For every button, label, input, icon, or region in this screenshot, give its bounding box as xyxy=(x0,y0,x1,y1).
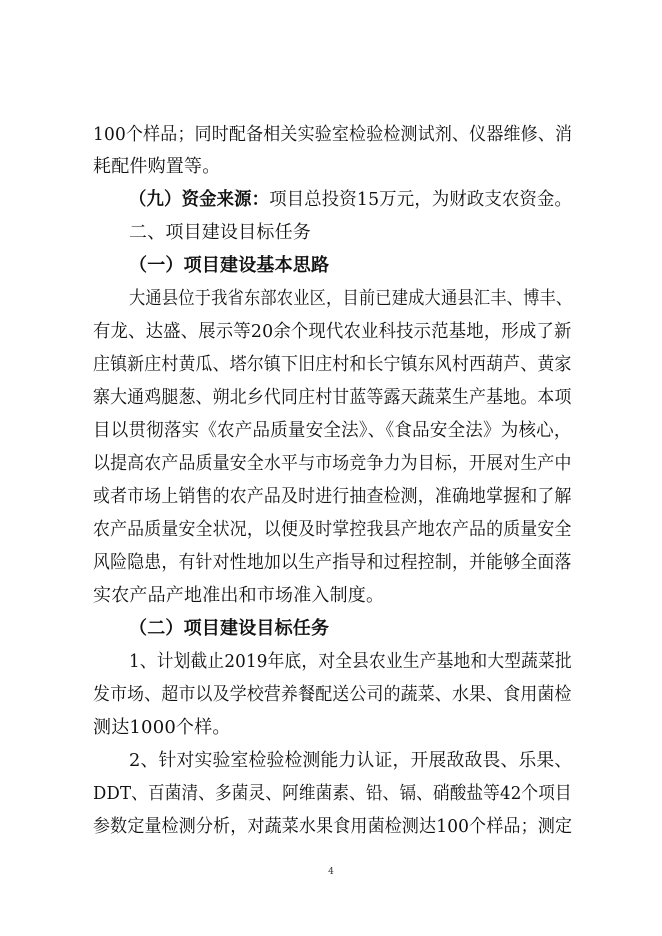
sub1-line-4: 寨大通鸡腿葱、朔北乡代同庄村甘蓝等露天蔬菜生产基地。本项 xyxy=(93,387,572,408)
sub1-line-1: 大通县位于我省东部农业区，目前已建成大通县汇丰、博丰、 xyxy=(129,288,573,309)
intro-line-2: 耗配件购置等。 xyxy=(93,156,221,177)
intro-line-1: 100个样品；同时配备相关实验室检验检测试剂、仪器维修、消 xyxy=(93,124,573,145)
item2-line-2: DDT、百菌清、多菌灵、阿维菌素、铅、镉、硝酸盐等42个项目 xyxy=(93,783,572,804)
item2-line-1: 2、针对实验室检验检测能力认证，开展敌敌畏、乐果、 xyxy=(129,750,573,771)
subsection-1-title: （一）项目建设基本思路 xyxy=(129,255,330,276)
sub1-line-9: 风险隐患，有针对性地加以生产指导和过程控制，并能够全面落 xyxy=(93,552,572,573)
item1-line-2: 发市场、超市以及学校营养餐配送公司的蔬菜、水果、食用菌检 xyxy=(93,684,572,705)
sub1-line-3: 庄镇新庄村黄瓜、塔尔镇下旧庄村和长宁镇东风村西葫芦、黄家 xyxy=(93,354,572,375)
sub1-line-6: 以提高农产品质量安全水平与市场竞争力为目标，开展对生产中 xyxy=(93,453,572,474)
section-title: 二、项目建设目标任务 xyxy=(129,222,311,243)
sub1-line-8: 农产品质量安全状况，以便及时掌控我县产地农产品的质量安全 xyxy=(93,519,572,540)
funding-label: （九）资金来源： xyxy=(129,189,270,210)
funding-text: 项目总投资15万元，为财政支农资金。 xyxy=(269,189,573,210)
sub1-line-10: 实农产品产地准出和市场准入制度。 xyxy=(93,585,385,606)
subsection-2-title: （二）项目建设目标任务 xyxy=(129,618,330,639)
item1-line-1: 1、计划截止2019年底，对全县农业生产基地和大型蔬菜批 xyxy=(129,651,572,672)
sub1-line-7: 或者市场上销售的农产品及时进行抽查检测，准确地掌握和了解 xyxy=(93,486,572,507)
sub1-line-2: 有龙、达盛、展示等20余个现代农业科技示范基地，形成了新 xyxy=(93,321,572,342)
item2-line-3: 参数定量检测分析，对蔬菜水果食用菌检测达100个样品；测定 xyxy=(93,816,573,837)
funding-paragraph xyxy=(129,188,572,212)
page-number: 4 xyxy=(328,867,334,877)
sub1-line-5: 目以贯彻落实《农产品质量安全法》、《食品安全法》为核心， xyxy=(93,420,572,441)
item1-line-3: 测达1000个样。 xyxy=(93,717,231,738)
